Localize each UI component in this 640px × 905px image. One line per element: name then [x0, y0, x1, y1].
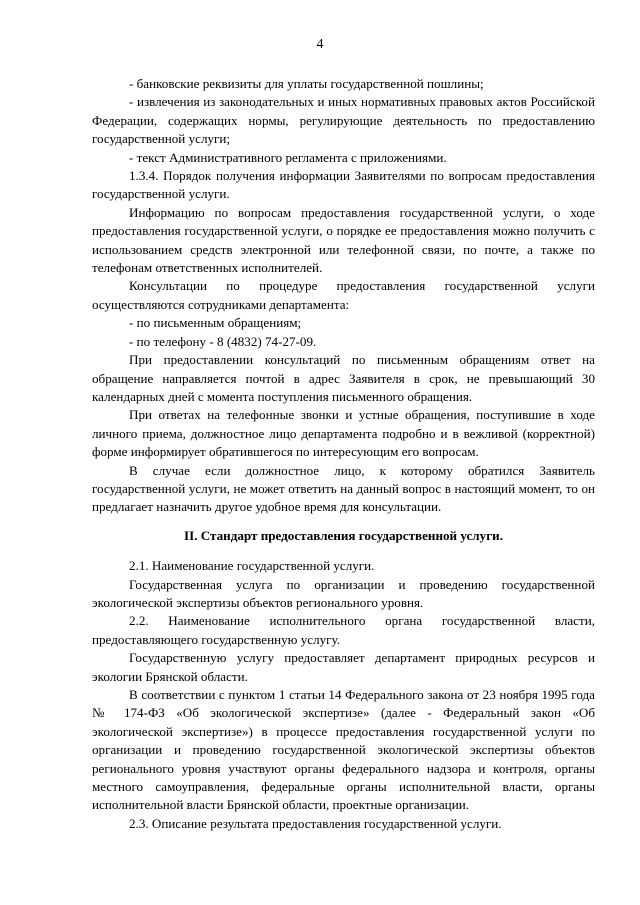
paragraph: 2.3. Описание результата предоставления государственной услуги.	[129, 815, 502, 831]
paragraph: Информацию по вопросам предоставления государственной услуги, о ходе предоставления государственной услуги, о порядке ее предоставления можно получить с использованием средств электронной или телефонной связи, по почте, а также по телефонам ответственных исполнителей.	[92, 204, 595, 276]
paragraph: В случае если должностное лицо, к которому обратился Заявитель государственной услуги, не может ответить на данный вопрос в настоящий момент, то он предлагает назначить другое удобное время для консультации.	[92, 462, 595, 515]
paragraph: - банковские реквизиты для уплаты государственной пошлины;	[129, 76, 484, 91]
paragraph: Консультации по процедуре предоставления государственной услуги осуществляются сотрудниками департамента:	[92, 278, 595, 312]
paragraph: В соответствии с пунктом 1 статьи 14 Федерального закона от 23 ноября 1995 года № 174-ФЗ «Об экологической экспертизе» (далее - Федеральный закон «Об экологической экспертизе») в процессе предоставления государственной услуги по организации и проведению государственной экологической экспертизы объектов регионального уровня участвуют органы федерального надзора и контроля, органы местного самоуправления, федеральные органы исполнительной власти, органы исполнительной власти Брянской области, проектные организации.	[92, 687, 595, 813]
paragraph: - текст Административного регламента с приложениями.	[129, 149, 447, 165]
paragraph: Государственная услуга по организации и проведению государственной экологической экспертизы объектов регионального уровня.	[92, 576, 595, 610]
paragraph: 2.2. Наименование исполнительного органа государственной власти, предоставляющего государственную услугу.	[92, 613, 595, 647]
section-heading: II. Стандарт предоставления государственной услуги.	[184, 527, 503, 543]
paragraph: - извлечения из законодательных и иных нормативных правовых актов Российской Федерации, содержащих нормы, регулирующие деятельность по предоставлению государственной услуги;	[92, 94, 595, 147]
paragraph: Государственную услугу предоставляет департамент природных ресурсов и экологии Брянской области.	[92, 650, 595, 684]
paragraph: - по телефону - 8 (4832) 74-27-09.	[129, 333, 317, 349]
paragraph: 1.3.4. Порядок получения информации Заявителями по вопросам предоставления государственной услуги.	[92, 168, 595, 202]
paragraph: При ответах на телефонные звонки и устные обращения, поступившие в ходе личного приема, должностное лицо департамента подробно и в вежливой (корректной) форме информирует обратившегося по интересующим его вопросам.	[92, 407, 595, 460]
paragraph: 2.1. Наименование государственной услуги.	[129, 558, 375, 574]
paragraph: - по письменным обращениям;	[129, 315, 302, 331]
page-number: 4	[316, 37, 324, 52]
paragraph: При предоставлении консультаций по письменным обращениям ответ на обращение направляется почтой в адрес Заявителя в срок, не превышающий 30 календарных дней с момента поступления письменного обращения.	[92, 352, 595, 404]
page-content	[92, 75, 595, 833]
